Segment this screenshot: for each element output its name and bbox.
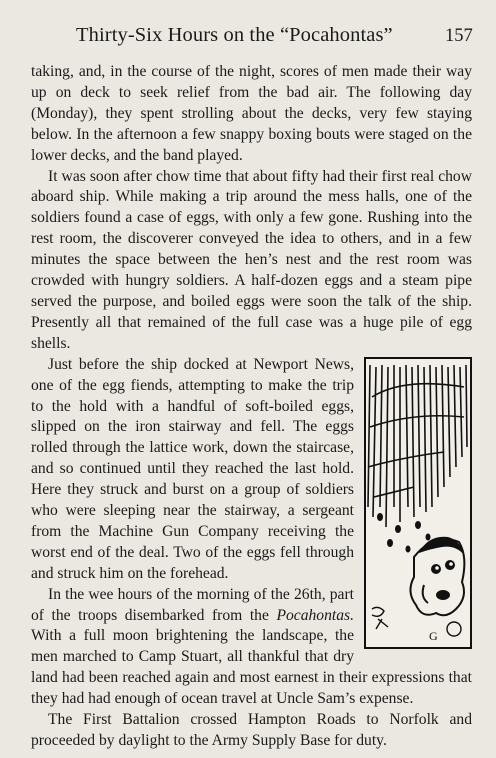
- egg-cartoon-illustration: [364, 357, 472, 649]
- paragraph-4-text-b: With a full moon brightening the landscape, the men marched to Camp Stuart, all thankful that dry land had been reached again and most earnest in their expressions that they had had enough of ocean travel at Uncle Sam’s expense.: [31, 627, 472, 708]
- signature-letter: G: [429, 628, 438, 643]
- paragraph-2: It was soon after chow time that about fifty had their first real chow aboard ship. While making a trip around the mess halls, one of the soldiers found a case of eggs, with only a few gone. Rushing into the rest room, the discoverer conveyed the idea to others, and in a few minutes the space between the hen’s nest and the rest room was crowded with hungry soldiers. A half-dozen eggs and a steam pipe served the purpose, and boiled eggs were soon the talk of the ship. Presently all that remained of the full case was a huge pile of egg shells.: [31, 167, 472, 352]
- ship-name: Pocahontas.: [276, 606, 354, 624]
- paragraph-3-text: Just before the ship docked at Newport News, one of the egg fiends, attempting to make the trip to the hold with a handful of soft-boiled eggs, slipped on the iron stairway and fell. The eggs rolled through the lattice work, down the staircase, and so continued until they reached the last hold. Here they struck and burst on a group of soldiers who were sleeping near the stairway, a sergeant from the Machine Gun Company receiving the worst end of the deal. Two of the eggs fell through and struck him on the forehead.: [31, 355, 354, 582]
- running-title: Thirty-Six Hours on the “Pocahontas”: [76, 24, 393, 46]
- page-header: [0, 22, 496, 52]
- paragraph-1: taking, and, in the course of the night, scores of men made their way up on deck to seek relief from the bad air. The following day (Monday), they spent strolling about the decks, very few staying below. In the afternoon a few snappy boxing bouts were staged on the lower decks, and the band played.: [31, 63, 472, 164]
- page-number: 157: [445, 26, 473, 46]
- paragraph-5: The First Battalion crossed Hampton Roads to Norfolk and proceeded by daylight to the Army Supply Base for duty.: [31, 711, 472, 749]
- paragraph-4-text-a: In the wee hours of the morning of the 26th, part of the troops disembarked from the: [31, 585, 354, 624]
- body-text: [31, 62, 472, 752]
